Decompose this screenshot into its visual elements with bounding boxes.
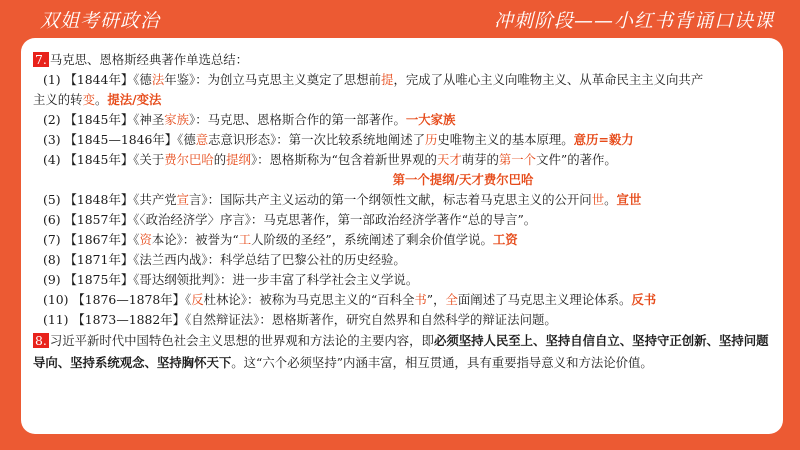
item-text: ，完成了从唯心主义向唯物主义、从革命民主主义向共产	[393, 72, 704, 87]
mnemonic-char: 全	[445, 292, 458, 307]
item-text: 。	[94, 92, 108, 107]
list-item	[43, 230, 773, 250]
item-text: ”，	[426, 292, 446, 307]
mnemonic-summary: 意历=毅力	[573, 132, 634, 147]
item-year: 【1867年】	[64, 232, 134, 247]
item-index: (10)	[43, 292, 69, 307]
item-year: 【1844年】	[64, 72, 134, 87]
item-text: 年鉴》：为创立马克思主义奠定了思想前	[164, 72, 382, 87]
item-index: (6)	[43, 212, 61, 227]
item-year: 【1845—1846年】	[64, 132, 178, 147]
mnemonic-char: 提纲	[226, 152, 251, 167]
mnemonic-char: 书	[414, 292, 427, 307]
item-text: 《德	[133, 72, 152, 87]
paragraph-text: 。这“六个必须坚持”内涵丰富，相互贯通，具有重要指导意义和方法论价值。	[231, 355, 653, 370]
item-text: 言》：国际共产主义运动的第一个纲领性文献，标志着马克思主义的公开问	[189, 192, 592, 207]
mnemonic-char: 历	[424, 132, 438, 147]
mnemonic-char: 工	[238, 232, 252, 247]
item-index: (9)	[43, 272, 61, 287]
item-text: 面阐述了马克思主义理论体系。	[457, 292, 632, 307]
item-index: (1)	[43, 72, 61, 87]
mnemonic-char: 第一个	[498, 152, 537, 167]
paragraph-text: 习近平新时代中国特色社会主义思想的世界观和方法论的主要内容，即	[49, 333, 434, 348]
list-item	[43, 150, 773, 170]
item-text: 《哥达纲领批判》：进一步丰富了科学社会主义学说。	[133, 272, 419, 287]
item-text: 杜林论》：被称为马克思主义的“百科全	[203, 292, 415, 307]
mnemonic-summary: 一大家族	[405, 112, 456, 127]
section-number-badge: 7.	[35, 52, 47, 67]
item-text: 萌芽的	[461, 152, 499, 167]
mnemonic-char: 天才	[436, 152, 462, 167]
section-7-heading	[33, 50, 773, 70]
item-text: 的	[213, 152, 227, 167]
list-item	[43, 210, 773, 230]
list-item	[43, 250, 773, 270]
mnemonic-char: 费尔巴哈	[164, 152, 214, 167]
course-title: 冲刺阶段——小红书背诵口诀课	[493, 10, 774, 32]
item-year: 【1875年】	[64, 272, 134, 287]
item-text: 本论》：被誉为“	[151, 232, 239, 247]
list-item	[43, 290, 773, 310]
item-index: (7)	[43, 232, 61, 247]
item-index: (11)	[43, 312, 69, 327]
mnemonic-char: 变	[82, 92, 95, 107]
item-text: 志意识形态》：第一次比较系统地阐述了	[208, 132, 425, 147]
item-index: (4)	[43, 152, 61, 167]
item-index: (2)	[43, 112, 61, 127]
item-text: 。	[604, 192, 617, 207]
item-text: 》：马克思、恩格斯合作的第一部著作。	[189, 112, 406, 127]
mnemonic-char: 资	[139, 232, 152, 247]
mnemonic-summary: 工资	[492, 232, 518, 247]
mnemonic-char: 世	[591, 192, 605, 207]
item-text: 《法兰西内战》：科学总结了巴黎公社的历史经验。	[133, 252, 406, 267]
item-year: 【1845年】	[64, 112, 134, 127]
item-index: (3)	[43, 132, 61, 147]
item-text: 《神圣	[133, 112, 165, 127]
paragraph-emphasis: 必须坚持人民至上、坚持自信自立、坚持守正创新、坚持问题导向、坚持系统观念、坚持胸怀天下	[33, 333, 769, 370]
list-item	[43, 70, 773, 90]
mnemonic-char: 宣	[176, 192, 189, 207]
item-year: 【1871年】	[64, 252, 134, 267]
item-text: 人阶级的圣经”，系统阐述了剩余价值学说。	[251, 232, 493, 247]
mnemonic-summary: 提法/变法	[107, 92, 162, 107]
item-year: 【1876—1878年】	[72, 292, 186, 307]
section-8-paragraph	[33, 330, 773, 374]
section-number-badge: 8.	[35, 333, 47, 348]
item-text: 》：恩格斯称为“包含着新世界观的	[250, 152, 437, 167]
mnemonic-char: 家族	[164, 112, 189, 127]
mnemonic-summary: 宣世	[616, 192, 642, 207]
header-bar	[0, 0, 800, 36]
item-text: 《关于	[133, 152, 165, 167]
item-text: 《〈政治经济学〉序言》：马克思著作，第一部政治经济学著作“总的导言”。	[133, 212, 537, 227]
mnemonic-summary: 第一个提纲/天才费尔巴哈	[392, 172, 534, 187]
mnemonic-char: 法	[151, 72, 165, 87]
item-text: 文件”的著作。	[536, 152, 617, 167]
item-text: 史唯物主义的基本原理。	[437, 132, 574, 147]
item-text: 《自然辩证法》：恩格斯著作，研究自然界和自然科学的辩证法问题。	[185, 312, 557, 327]
item-text: 《德	[177, 132, 196, 147]
content-card	[21, 38, 783, 434]
item-year: 【1873—1882年】	[72, 312, 186, 327]
list-item-continuation	[33, 90, 773, 110]
item-year: 【1848年】	[64, 192, 134, 207]
list-item	[43, 130, 773, 150]
item-text: 《	[133, 232, 140, 247]
list-item	[43, 270, 773, 290]
item-year: 【1857年】	[64, 212, 134, 227]
mnemonic-char: 提	[381, 72, 394, 87]
list-item	[43, 110, 773, 130]
item-index: (5)	[43, 192, 61, 207]
item-index: (8)	[43, 252, 61, 267]
mnemonic-char: 反	[191, 292, 204, 307]
item-text: 《共产党	[133, 192, 177, 207]
list-item	[43, 310, 773, 330]
section-title: 马克思、恩格斯经典著作单选总结：	[49, 52, 249, 67]
brand-title: 双姐考研政治	[40, 10, 161, 32]
mnemonic-char: 意	[195, 132, 209, 147]
notes-content	[33, 50, 773, 374]
item-text: 《	[185, 292, 192, 307]
item-year: 【1845年】	[64, 152, 134, 167]
list-item	[43, 190, 773, 210]
mnemonic-note	[33, 170, 773, 190]
mnemonic-summary: 反书	[631, 292, 657, 307]
item-text: 主义的转	[33, 92, 83, 107]
